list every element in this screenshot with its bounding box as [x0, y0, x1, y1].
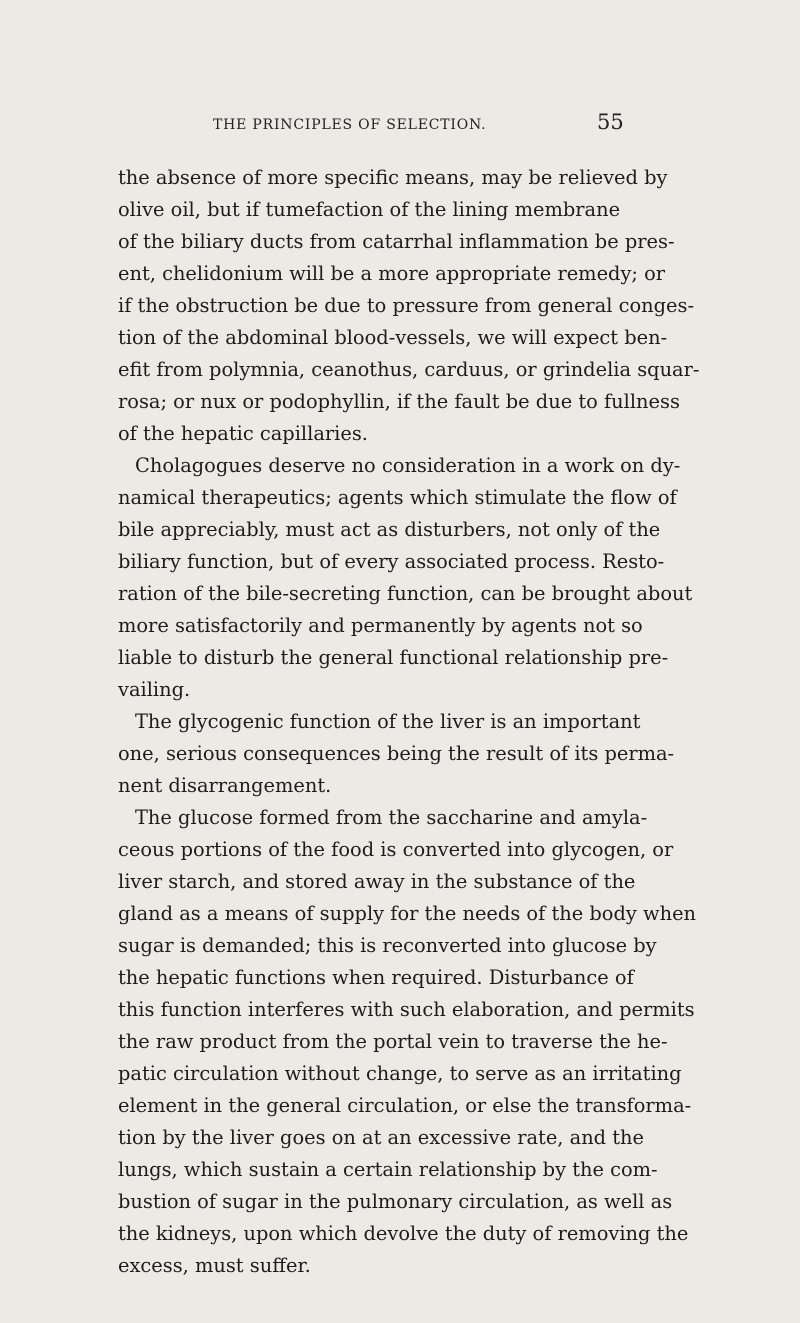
text-line: The glucose formed from the saccharine and amyla-: [135, 806, 648, 829]
text-line: The glycogenic function of the liver is an important: [135, 710, 641, 733]
text-line: lungs, which sustain a certain relationship by the com-: [118, 1158, 658, 1181]
text-line: namical therapeutics; agents which stimulate the flow of: [118, 486, 677, 509]
text-line: ceous portions of the food is converted into glycogen, or: [118, 838, 674, 861]
text-line: of the biliary ducts from catarrhal inflammation be pres-: [118, 230, 675, 253]
text-line: patic circulation without change, to serve as an irritating: [118, 1062, 682, 1085]
text-line: liable to disturb the general functional relationship pre-: [118, 646, 669, 669]
text-line: the raw product from the portal vein to traverse the he-: [118, 1030, 668, 1053]
page-number: 55: [597, 110, 624, 134]
text-line: nent disarrangement.: [118, 774, 332, 797]
text-line: element in the general circulation, or else the transforma-: [118, 1094, 692, 1117]
text-line: Cholagogues deserve no consideration in a work on dy-: [135, 454, 681, 477]
text-line: the hepatic functions when required. Disturbance of: [118, 966, 634, 989]
text-line: biliary function, but of every associated process. Resto-: [118, 550, 665, 573]
text-line: vailing.: [118, 678, 191, 701]
text-line: efit from polymnia, ceanothus, carduus, or grindelia squar-: [118, 358, 700, 381]
text-line: the absence of more specific means, may be relieved by: [118, 166, 668, 189]
text-line: this function interferes with such elaboration, and permits: [118, 998, 695, 1021]
text-line: of the hepatic capillaries.: [118, 422, 368, 445]
text-line: sugar is demanded; this is reconverted into glucose by: [118, 934, 657, 957]
text-line: one, serious consequences being the result of its perma-: [118, 742, 675, 765]
text-line: tion of the abdominal blood-vessels, we will expect ben-: [118, 326, 668, 349]
text-line: more satisfactorily and permanently by agents not so: [118, 614, 643, 637]
text-line: ent, chelidonium will be a more appropriate remedy; or: [118, 262, 666, 285]
text-line: liver starch, and stored away in the substance of the: [118, 870, 636, 893]
text-line: tion by the liver goes on at an excessive rate, and the: [118, 1126, 645, 1149]
text-line: bile appreciably, must act as disturbers, not only of the: [118, 518, 661, 541]
text-line: rosa; or nux or podophyllin, if the fault be due to fullness: [118, 390, 680, 413]
text-line: ration of the bile-secreting function, can be brought about: [118, 582, 693, 605]
text-line: excess, must suffer.: [118, 1254, 311, 1277]
text-line: the kidneys, upon which devolve the duty of removing the: [118, 1222, 689, 1245]
text-line: olive oil, but if tumefaction of the lining membrane: [118, 198, 621, 221]
running-head: THE PRINCIPLES OF SELECTION.: [213, 117, 487, 133]
text-line: bustion of sugar in the pulmonary circulation, as well as: [118, 1190, 673, 1213]
text-line: gland as a means of supply for the needs of the body when: [118, 902, 697, 925]
text-line: if the obstruction be due to pressure from general conges-: [118, 294, 695, 317]
